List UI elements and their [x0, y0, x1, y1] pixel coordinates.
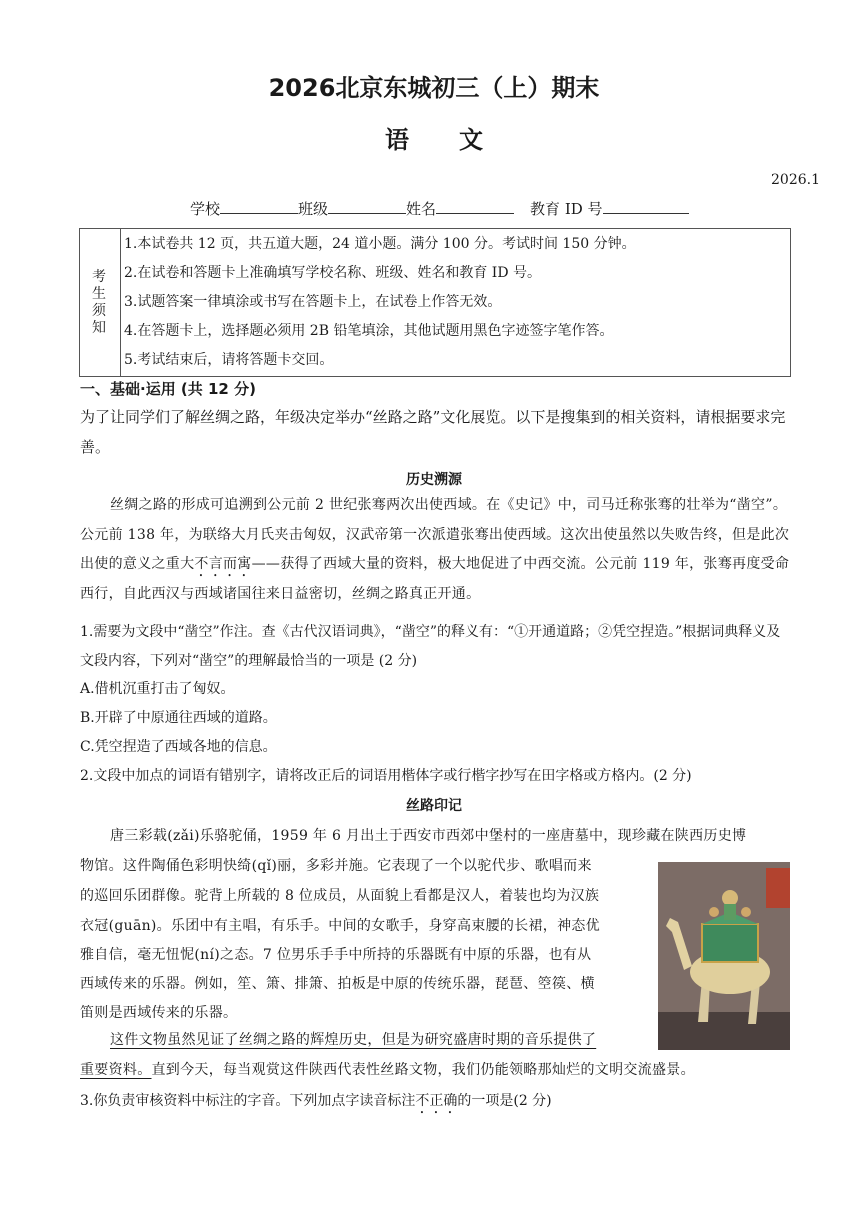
- underlined-text: 这件文物虽然见证了丝绸之路的辉煌历史，但是为研究盛唐时期的音乐提供了: [110, 1032, 597, 1048]
- question-3: [80, 1090, 552, 1117]
- artifact-line: 笛则是西域传来的乐器。: [80, 1005, 238, 1021]
- class-blank[interactable]: [328, 199, 406, 214]
- school-label: 学校: [190, 200, 221, 218]
- exam-notice-box: [79, 228, 791, 377]
- class-label: 班级: [298, 200, 329, 218]
- part-title-history: 历史溯源: [406, 472, 462, 488]
- notice-item: 2.在试卷和答题卡上准确填写学校名称、班级、姓名和教育 ID 号。: [124, 265, 542, 281]
- artifact-line: 衣冠(guān)。乐团中有主唱，有乐手。中间的女歌手，身穿高束腰的长裙，神态优: [80, 918, 600, 934]
- section-intro: 为了让同学们了解丝绸之路，年级决定举办“丝路之路”文化展览。以下是搜集到的相关资料，请根据要求完善。: [80, 408, 786, 456]
- id-blank[interactable]: [603, 199, 689, 214]
- artifact-line: 的巡回乐团群像。驼背上所载的 8 位成员，从面貌上看都是汉人，着装也均为汉族: [80, 888, 600, 904]
- underlined-text-end: 重要资料。: [80, 1062, 152, 1078]
- q3-text-b: 的一项是(2 分): [457, 1093, 552, 1109]
- dotted-phrase: 不言而寓: [194, 556, 252, 572]
- question-2: 2.文段中加点的词语有错别字，请将改正后的词语用楷体字或行楷字抄写在田字格或方格内。(2 分): [80, 768, 692, 784]
- q3-text-a: 3.你负责审核资料中标注的字音。下列加点字读音标注: [80, 1093, 416, 1109]
- notice-item: 5.考试结束后，请将答题卡交回。: [124, 352, 334, 368]
- q1-option-c[interactable]: C.凭空捏造了西域各地的信息。: [80, 739, 277, 755]
- student-info-row: [190, 198, 689, 219]
- history-text-b: ——获得了西域大量的资料，极大地促进了中西交流。公元前 119 年，张骞再度受命西行，自此西汉与西域诸国往来日益密切，丝绸之路真正开通。: [80, 556, 790, 602]
- q3-dotted: 不正确: [415, 1093, 458, 1109]
- notice-item: 3.试题答案一律填涂或书写在答题卡上，在试卷上作答无效。: [124, 294, 502, 310]
- section-heading: 一、基础·运用 (共 12 分): [80, 380, 256, 398]
- notice-item: 4.在答题卡上，选择题必须用 2B 铅笔填涂，其他试题用黑色字迹签字笔作答。: [124, 323, 614, 339]
- underlined-sentence-a: [110, 1029, 596, 1049]
- artifact-line: 物馆。这件陶俑色彩明快绮(qǐ)丽，多彩并施。它表现了一个以驼代步、歌唱而来: [80, 858, 592, 874]
- history-paragraph: [80, 491, 790, 610]
- notice-item: 1.本试卷共 12 页，共五道大题，24 道小题。满分 100 分。考试时间 150 分钟。: [124, 236, 636, 252]
- name-blank[interactable]: [436, 199, 514, 214]
- camel-figurine-image: [658, 862, 790, 1050]
- history-text-a: 丝绸之路的形成可追溯到公元前 2 世纪张骞两次出使西域。在《史记》中，司马迁称张骞的壮举为“凿空”。公元前 138 年，为联络大月氏夹击匈奴，汉武帝第一次派遣张骞出使西域。这次出使虽然以失败告终，但是此次出使的意义之重大: [80, 497, 790, 572]
- artifact-line: 雅自信，毫无忸怩(ní)之态。7 位男乐手手中所持的乐器既有中原的乐器，也有从: [80, 947, 592, 963]
- name-label: 姓名: [406, 200, 437, 218]
- q1-option-b[interactable]: B.开辟了中原通往西域的道路。: [80, 710, 277, 726]
- notice-label: 考生须知: [92, 269, 106, 336]
- part-title-silkroad: 丝路印记: [406, 798, 462, 814]
- artifact-tail-text: 直到今天，每当观赏这件陕西代表性丝路文物，我们仍能领略那灿烂的文明交流盛景。: [151, 1062, 695, 1078]
- notice-label-cell: [80, 229, 121, 376]
- exam-date: 2026.1: [771, 172, 820, 188]
- subject-title: 语文: [385, 126, 533, 154]
- artifact-tail: [80, 1059, 695, 1079]
- tang-sancai-camel-photo: [658, 862, 790, 1050]
- artifact-line: 西域传来的乐器。例如，笙、箫、排箫、拍板是中原的传统乐器，琵琶、箜篌、横: [80, 976, 595, 992]
- question-1: 1.需要为文段中“凿空”作注。查《古代汉语词典》，“凿空”的释义有：“①开通道路；②凭空捏造。”根据词典释义及文段内容，下列对“凿空”的理解最恰当的一项是 (2 分): [80, 624, 781, 669]
- school-blank[interactable]: [220, 199, 298, 214]
- id-label: 教育 ID 号: [530, 200, 603, 218]
- exam-title: 2026北京东城初三（上）期末: [268, 74, 600, 102]
- q1-option-a[interactable]: A.借机沉重打击了匈奴。: [80, 681, 235, 697]
- artifact-line: 唐三彩载(zǎi)乐骆驼俑，1959 年 6 月出土于西安市西郊中堡村的一座唐墓中，现珍藏在陕西历史博: [110, 828, 747, 844]
